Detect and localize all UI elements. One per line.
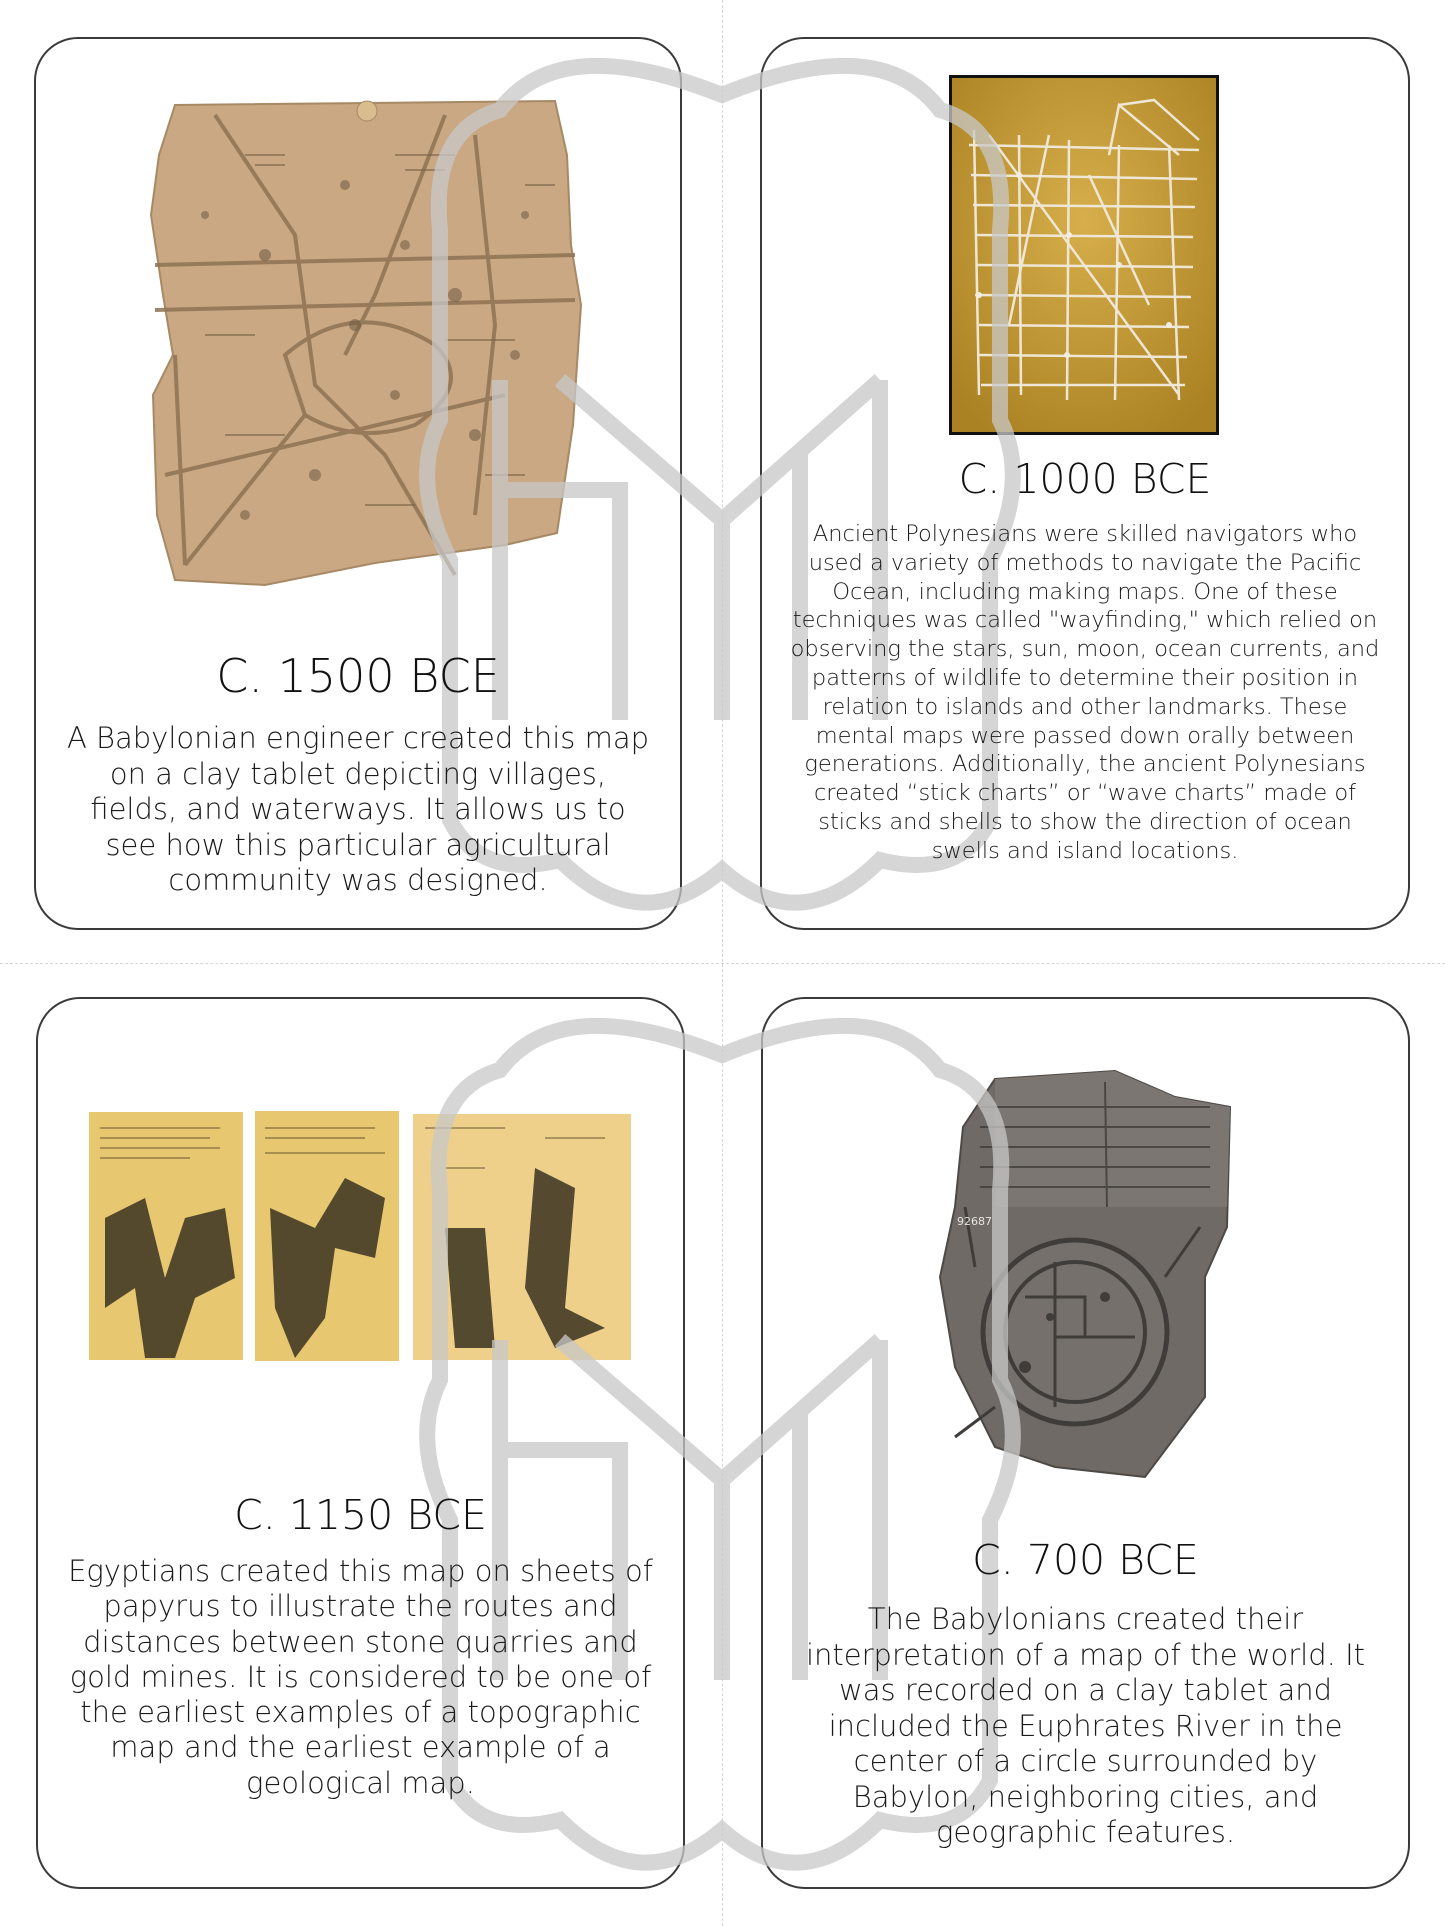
cut-line-horizontal [0,963,1445,964]
babylonian-world-map-image [935,1067,1235,1487]
card-3-description: Egyptians created this map on sheets of papyrus to illustrate the routes and distances between stone quarries and gold mines. It is considered to be one of the earliest examples of a topographic map and the earliest example of a geological map. [68,1554,653,1800]
card-2-description: Ancient Polynesians were skilled navigators who used a variety of methods to navigate the Pacific Ocean, including making maps. One of these techniques was called "wayfinding," which relied on observing the stars, sun, moon, ocean currents, and patterns of wildlife to determine their position in relation to islands and other landmarks. These mental maps were passed down orally between generations. Additionally, the ancient Polynesians created “stick charts” or “wave charts” made of sticks and shells to show the direction of ocean swells and island locations. [790,521,1380,864]
card-1-description: A Babylonian engineer created this map on a clay tablet depicting villages, fields, and waterways. It allows us to see how this particular agricultural community was designed. [66,721,650,897]
tablet-number-label: 92687 [957,1215,992,1228]
card-2-year: C. 1000 BCE [958,455,1212,503]
papyrus-map-image [85,1108,635,1363]
clay-tablet-map-image [145,95,585,595]
card-3-year: C. 1150 BCE [234,1491,487,1539]
card-4-description: The Babylonians created their interpretation of a map of the world. It was recorded on a clay tablet and included the Euphrates River in the center of a circle surrounded by Babylon, neighboring cities, and geographic features. [805,1602,1365,1849]
stick-chart-image [949,75,1219,435]
card-4-year: C. 700 BCE [972,1536,1199,1584]
card-1-year: C. 1500 BCE [216,649,500,703]
